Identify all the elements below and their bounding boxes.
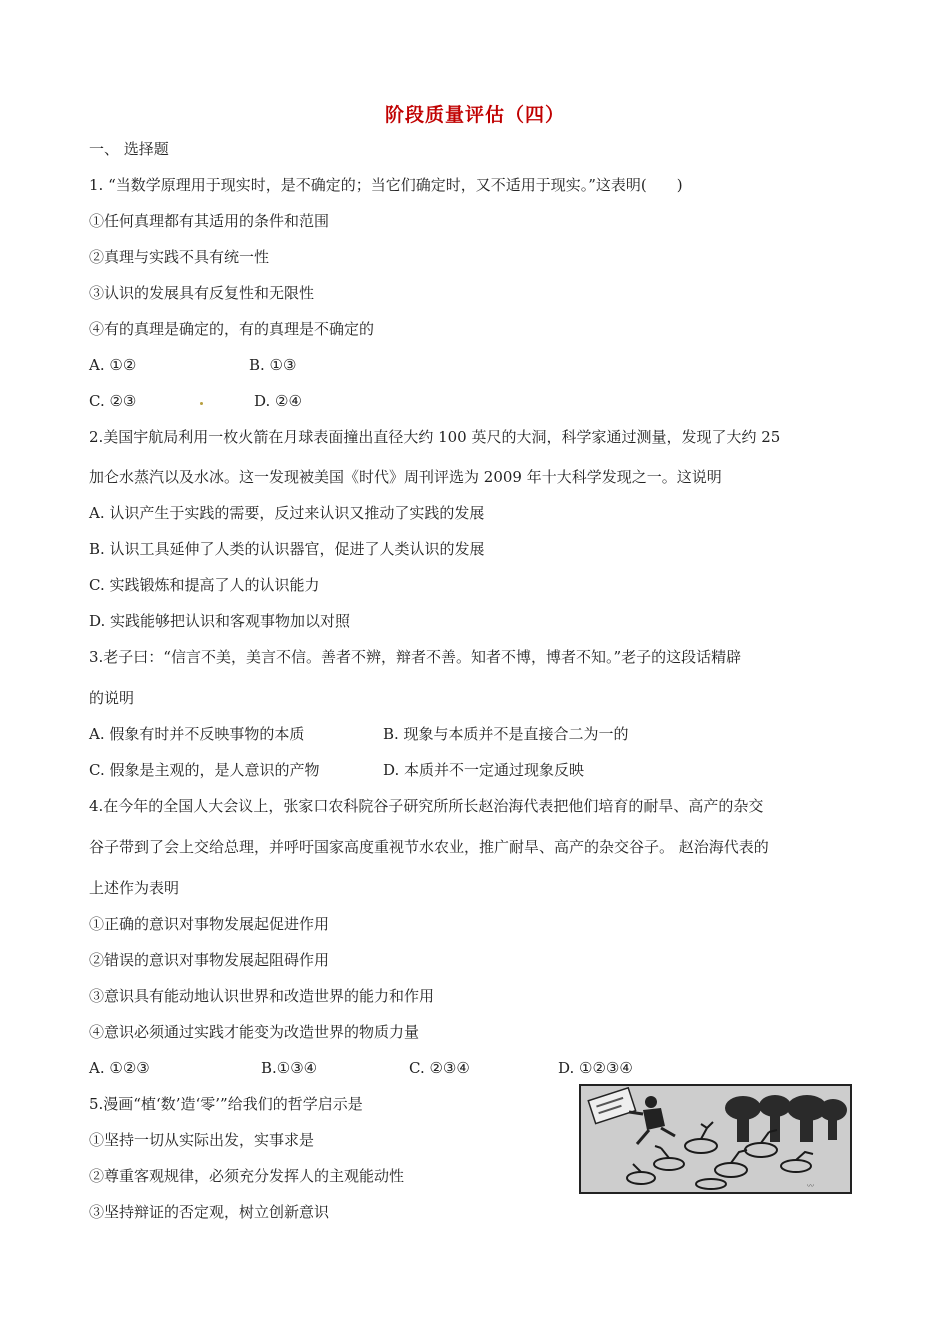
q4-option-c: C. ②③④: [409, 1059, 470, 1077]
q4-option-d: D. ①②③④: [558, 1059, 633, 1077]
cartoon-image: [579, 1084, 852, 1194]
q1-option-c: C. ②③: [89, 392, 137, 410]
q4-item: ①正确的意识对事物发展起促进作用: [89, 915, 330, 933]
q1-item: ①任何真理都有其适用的条件和范围: [89, 212, 330, 230]
q5-item: ③坚持辩证的否定观，树立创新意识: [89, 1203, 330, 1221]
svg-text:〰: 〰: [807, 1182, 814, 1190]
q1-item: ②真理与实践不具有统一性: [89, 248, 270, 266]
q2-stem: 加仑水蒸汽以及水冰。这一发现被美国《时代》周刊评选为 2009 年十大科学发现之一。这说明: [89, 468, 722, 486]
q3-stem: 的说明: [89, 689, 135, 707]
q4-item: ③意识具有能动地认识世界和改造世界的能力和作用: [89, 987, 435, 1005]
q3-option-c: C. 假象是主观的，是人意识的产物: [89, 761, 320, 779]
q2-stem: 2.美国宇航局利用一枚火箭在月球表面撞出直径大约 100 英尺的大洞，科学家通过测量，发现了大约 25: [89, 428, 781, 446]
q3-stem: 3.老子曰：“信言不美，美言不信。善者不辨，辩者不善。知者不博，博者不知。”老子的这段话精辟: [89, 648, 742, 666]
page-title: 阶段质量评估（四）: [384, 104, 565, 126]
q2-option-c: C. 实践锻炼和提高了人的认识能力: [89, 576, 320, 594]
q4-item: ②错误的意识对事物发展起阻碍作用: [89, 951, 330, 969]
q4-stem: 上述作为表明: [89, 879, 180, 897]
q4-stem: 4.在今年的全国人大会议上，张家口农科院谷子研究所所长赵治海代表把他们培育的耐旱、高产的杂交: [89, 797, 764, 815]
q4-option-a: A. ①②③: [89, 1059, 150, 1077]
q2-option-a: A. 认识产生于实践的需要，反过来认识又推动了实践的发展: [89, 504, 485, 522]
q1-item: ④有的真理是确定的，有的真理是不确定的: [89, 320, 375, 338]
q5-item: ②尊重客观规律，必须充分发挥人的主观能动性: [89, 1167, 405, 1185]
q1-item: ③认识的发展具有反复性和无限性: [89, 284, 315, 302]
q2-option-b: B. 认识工具延伸了人类的认识器官，促进了人类认识的发展: [89, 540, 485, 558]
ink-speck: [200, 402, 203, 405]
q1-option-b: B. ①③: [249, 356, 297, 374]
q1-stem: 1. “当数学原理用于现实时，是不确定的；当它们确定时，又不适用于现实。”这表明( ): [89, 176, 683, 194]
q2-option-d: D. 实践能够把认识和客观事物加以对照: [89, 612, 351, 630]
q1-option-d: D. ②④: [254, 392, 302, 410]
q1-option-a: A. ①②: [89, 356, 137, 374]
cartoon-drawing: [581, 1086, 850, 1192]
q4-stem: 谷子带到了会上交给总理，并呼吁国家高度重视节水农业，推广耐旱、高产的杂交谷子。 赵治海代表的: [89, 838, 769, 856]
q3-option-d: D. 本质并不一定通过现象反映: [383, 761, 585, 779]
q5-item: ①坚持一切从实际出发，实事求是: [89, 1131, 315, 1149]
q4-item: ④意识必须通过实践才能变为改造世界的物质力量: [89, 1023, 420, 1041]
q3-option-b: B. 现象与本质并不是直接合二为一的: [383, 725, 629, 743]
q5-stem: 5.漫画“植‘数’造‘零’”给我们的哲学启示是: [89, 1095, 363, 1113]
q3-option-a: A. 假象有时并不反映事物的本质: [89, 725, 305, 743]
q4-option-b: B.①③④: [261, 1059, 318, 1077]
section-heading: 一、 选择题: [89, 140, 169, 158]
